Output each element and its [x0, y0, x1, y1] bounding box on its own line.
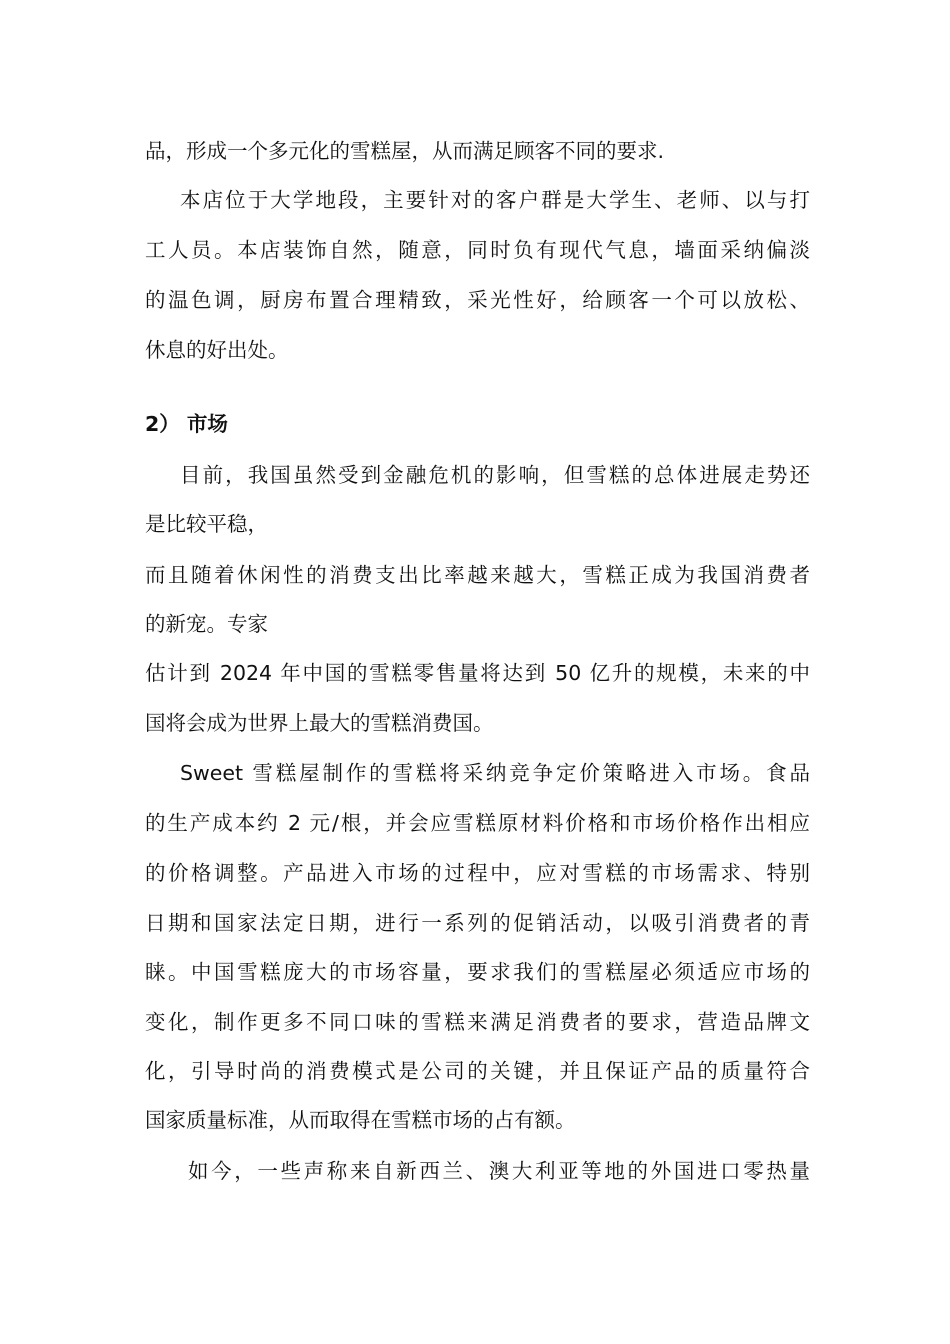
paragraph-line: 估计到 2024 年中国的雪糕零售量将达到 50 亿升的规模，未来的中 [145, 661, 810, 685]
paragraph-line: 本店位于大学地段，主要针对的客户群是大学生、老师、以与打 [180, 188, 810, 212]
paragraph-line: 睐。中国雪糕庞大的市场容量，要求我们的雪糕屋必须适应市场的 [145, 960, 810, 984]
paragraph-line: 休息的好出处。 [145, 338, 289, 362]
paragraph-line: 工人员。本店装饰自然，随意，同时负有现代气息，墙面采纳偏淡 [145, 238, 810, 262]
paragraph-line: 的价格调整。产品进入市场的过程中，应对雪糕的市场需求、特别 [145, 861, 810, 885]
paragraph-line: 而且随着休闲性的消费支出比率越来越大，雪糕正成为我国消费者 [145, 563, 810, 587]
paragraph-line: 目前，我国虽然受到金融危机的影响，但雪糕的总体进展走势还 [180, 463, 810, 487]
paragraph-line: 的生产成本约 2 元/根，并会应雪糕原材料价格和市场价格作出相应 [145, 811, 810, 835]
paragraph-line: 日期和国家法定日期，进行一系列的促销活动，以吸引消费者的青 [145, 911, 810, 935]
paragraph-line: 国将会成为世界上最大的雪糕消费国。 [145, 711, 494, 735]
section-heading: 2） 市场 [145, 412, 228, 436]
paragraph-line: 品，形成一个多元化的雪糕屋，从而满足顾客不同的要求. [145, 139, 665, 163]
paragraph-line: Sweet 雪糕屋制作的雪糕将采纳竞争定价策略进入市场。食品 [180, 761, 810, 785]
paragraph-line: 的新宠。专家 [145, 612, 268, 636]
paragraph-line: 变化，制作更多不同口味的雪糕来满足消费者的要求，营造品牌文 [145, 1010, 810, 1034]
paragraph-line: 化，引导时尚的消费模式是公司的关键，并且保证产品的质量符合 [145, 1059, 810, 1083]
paragraph-line: 的温色调，厨房布置合理精致，采光性好，给顾客一个可以放松、 [145, 288, 810, 312]
paragraph-line: 如今，一些声称来自新西兰、澳大利亚等地的外国进口零热量 [188, 1159, 810, 1183]
paragraph-line: 是比较平稳， [145, 512, 268, 536]
paragraph-line: 国家质量标准，从而取得在雪糕市场的占有额。 [145, 1108, 576, 1132]
